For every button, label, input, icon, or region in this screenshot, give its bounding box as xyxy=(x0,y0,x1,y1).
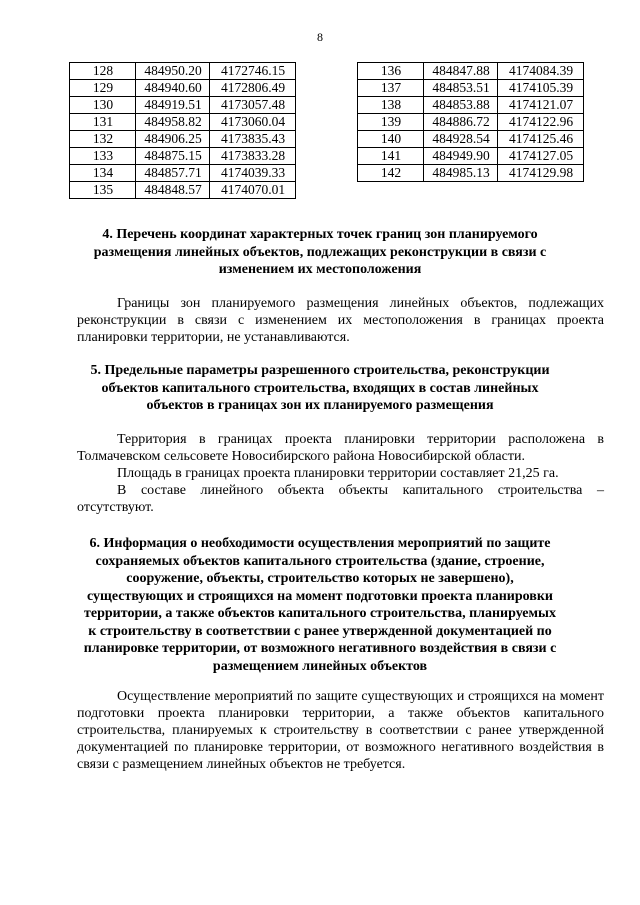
x-coordinate-cell: 484857.71 xyxy=(136,165,210,182)
page-number: 8 xyxy=(317,30,323,44)
point-number-cell: 142 xyxy=(358,165,424,182)
section-5-paragraph-2-text: Площадь в границах проекта планировки территории составляет 21,25 га. xyxy=(117,466,559,481)
y-coordinate-cell: 4173057.48 xyxy=(210,97,296,114)
section-5-paragraph-1-text: Территория в границах проекта планировки территории расположена в Толмачевском сельсовете Новосибирского района Новосибирской области. xyxy=(77,432,604,464)
x-coordinate-cell: 484985.13 xyxy=(424,165,498,182)
table-body-right xyxy=(358,63,584,182)
point-number-cell: 138 xyxy=(358,97,424,114)
point-number-cell: 135 xyxy=(70,182,136,199)
y-coordinate-cell: 4174084.39 xyxy=(498,63,584,80)
coordinates-table-right xyxy=(357,62,584,182)
point-number-cell: 141 xyxy=(358,148,424,165)
x-coordinate-cell: 484950.20 xyxy=(136,63,210,80)
x-coordinate-cell: 484958.82 xyxy=(136,114,210,131)
y-coordinate-cell: 4174121.07 xyxy=(498,97,584,114)
table-row xyxy=(70,114,296,131)
y-coordinate-cell: 4174039.33 xyxy=(210,165,296,182)
section-6-paragraph-text: Осуществление мероприятий по защите существующих и строящихся на момент подготовки проекта планировки территории, а также объектов капитального строительства, планируемых к строительству в соответствии с ранее утвержденной документацией по планировке территории, от возможного негативного воздействия в связи с размещением линейных объектов не требуется. xyxy=(77,689,604,772)
table-row xyxy=(70,80,296,97)
x-coordinate-cell: 484875.15 xyxy=(136,148,210,165)
section-5-paragraph-3-text: В составе линейного объекта объекты капитального строительства – отсутствуют. xyxy=(77,483,604,515)
y-coordinate-cell: 4174129.98 xyxy=(498,165,584,182)
section-4-paragraph xyxy=(77,295,604,346)
y-coordinate-cell: 4174122.96 xyxy=(498,114,584,131)
y-coordinate-cell: 4173835.43 xyxy=(210,131,296,148)
table-row xyxy=(70,148,296,165)
section-6-heading: 6. Информация о необходимости осуществления мероприятий по защите сохраняемых объектов капитального строительства (здание, строение, сооружение, объекты, строительство которых не завершено), существующих и строящихся на момент подготовки проекта планировки территории, а также объектов капитального строительства, планируемых к строительству в соответствии с ранее утвержденной документацией по планировке территории, от возможного негативного воздействия в связи с размещением линейных объектов xyxy=(83,536,557,674)
table-body-left xyxy=(70,63,296,199)
x-coordinate-cell: 484853.88 xyxy=(424,97,498,114)
point-number-cell: 132 xyxy=(70,131,136,148)
x-coordinate-cell: 484919.51 xyxy=(136,97,210,114)
table-row xyxy=(70,63,296,80)
section-6-paragraph xyxy=(77,688,604,773)
point-number-cell: 131 xyxy=(70,114,136,131)
y-coordinate-cell: 4174105.39 xyxy=(498,80,584,97)
y-coordinate-cell: 4172746.15 xyxy=(210,63,296,80)
x-coordinate-cell: 484847.88 xyxy=(424,63,498,80)
point-number-cell: 133 xyxy=(70,148,136,165)
table-row xyxy=(358,63,584,80)
section-5-paragraph-1 xyxy=(77,431,604,465)
section-4-paragraph-text: Границы зон планируемого размещения линейных объектов, подлежащих реконструкции в связи с изменением их местоположения в границах проекта планировки территории, не устанавливаются. xyxy=(77,296,604,345)
point-number-cell: 139 xyxy=(358,114,424,131)
point-number-cell: 136 xyxy=(358,63,424,80)
table-row xyxy=(358,148,584,165)
coordinates-table-left xyxy=(69,62,296,199)
point-number-cell: 134 xyxy=(70,165,136,182)
x-coordinate-cell: 484928.54 xyxy=(424,131,498,148)
y-coordinate-cell: 4173833.28 xyxy=(210,148,296,165)
section-5-paragraph-2 xyxy=(77,465,604,482)
x-coordinate-cell: 484940.60 xyxy=(136,80,210,97)
table-row xyxy=(70,165,296,182)
table-row xyxy=(358,131,584,148)
point-number-cell: 137 xyxy=(358,80,424,97)
point-number-cell: 128 xyxy=(70,63,136,80)
x-coordinate-cell: 484853.51 xyxy=(424,80,498,97)
section-5-heading: 5. Предельные параметры разрешенного строительства, реконструкции объектов капитального строительства, входящих в состав линейных объектов в границах зон их планируемого размещения xyxy=(90,363,550,413)
table-row xyxy=(358,165,584,182)
point-number-cell: 130 xyxy=(70,97,136,114)
point-number-cell: 140 xyxy=(358,131,424,148)
table-row xyxy=(70,182,296,199)
y-coordinate-cell: 4174125.46 xyxy=(498,131,584,148)
table-row xyxy=(358,97,584,114)
table-row xyxy=(70,131,296,148)
x-coordinate-cell: 484848.57 xyxy=(136,182,210,199)
x-coordinate-cell: 484949.90 xyxy=(424,148,498,165)
table-row xyxy=(358,80,584,97)
table-row xyxy=(70,97,296,114)
section-5-paragraph-3 xyxy=(77,482,604,516)
y-coordinate-cell: 4174070.01 xyxy=(210,182,296,199)
point-number-cell: 129 xyxy=(70,80,136,97)
table-row xyxy=(358,114,584,131)
y-coordinate-cell: 4172806.49 xyxy=(210,80,296,97)
y-coordinate-cell: 4174127.05 xyxy=(498,148,584,165)
x-coordinate-cell: 484906.25 xyxy=(136,131,210,148)
x-coordinate-cell: 484886.72 xyxy=(424,114,498,131)
y-coordinate-cell: 4173060.04 xyxy=(210,114,296,131)
section-4-heading: 4. Перечень координат характерных точек границ зон планируемого размещения линейных объектов, подлежащих реконструкции в связи с изменением их местоположения xyxy=(93,227,547,277)
